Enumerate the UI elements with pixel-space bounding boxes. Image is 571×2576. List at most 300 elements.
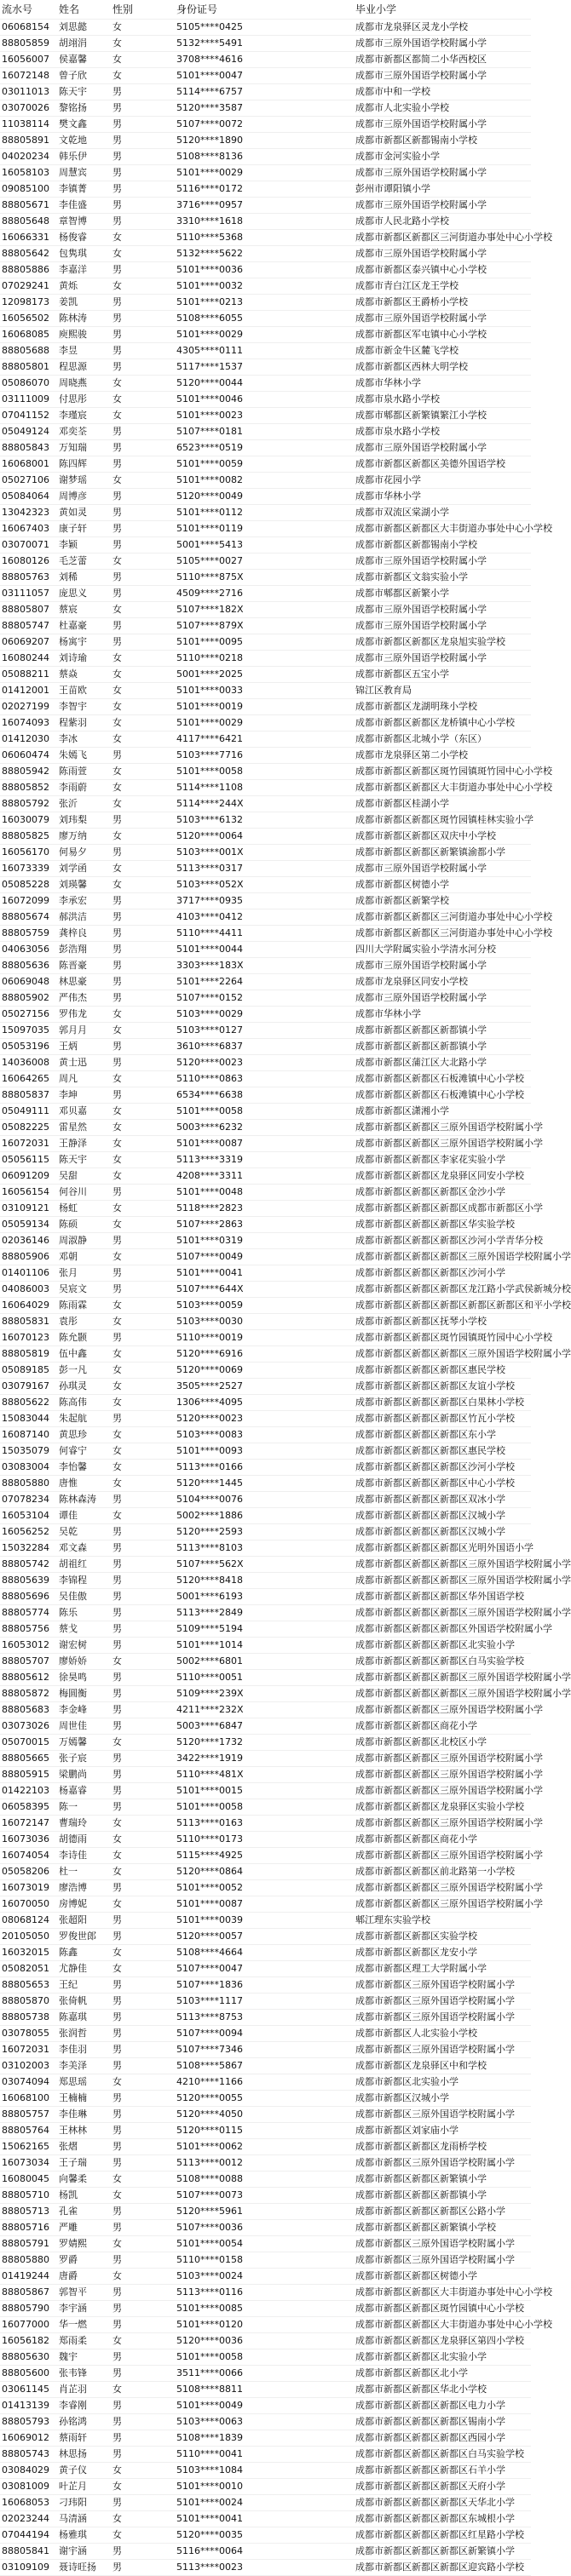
cell-school: 成都市新金牛区麓飞学校 — [354, 343, 531, 359]
table-row — [0, 1977, 531, 1994]
cell-serial: 16068053 — [0, 2495, 57, 2511]
cell-serial: 06069048 — [0, 974, 57, 990]
cell-gender: 女 — [111, 2074, 175, 2091]
table-row — [0, 1443, 531, 1460]
table-row — [0, 2252, 531, 2269]
cell-name: 李承宏 — [57, 893, 111, 909]
table-row — [0, 1460, 531, 1476]
cell-school: 成都市华林小学 — [354, 376, 531, 392]
cell-name: 侯嘉馨 — [57, 52, 111, 68]
cell-gender: 女 — [111, 376, 175, 392]
cell-serial: 16069012 — [0, 2430, 57, 2447]
cell-id-number: 5107****879X — [175, 618, 354, 634]
cell-school: 彭州市谭阳镇小学 — [354, 181, 531, 198]
cell-school: 成都市三原外国语学校附属小学 — [354, 990, 531, 1007]
cell-name: 李佳琳 — [57, 2107, 111, 2123]
table-row — [0, 2026, 531, 2042]
cell-name: 李佳羽 — [57, 2042, 111, 2058]
cell-serial: 88805612 — [0, 1670, 57, 1686]
cell-name: 龚梓良 — [57, 926, 111, 942]
table-row — [0, 1395, 531, 1411]
cell-gender: 女 — [111, 1961, 175, 1977]
cell-id-number: 5132****5491 — [175, 36, 354, 52]
cell-name: 周凡 — [57, 1071, 111, 1087]
cell-gender: 男 — [111, 1540, 175, 1557]
cell-serial: 88805774 — [0, 1605, 57, 1621]
table-row — [0, 473, 531, 489]
cell-serial: 88805636 — [0, 958, 57, 974]
table-row — [0, 1330, 531, 1346]
cell-name: 李瑾宸 — [57, 408, 111, 424]
cell-name: 雷星然 — [57, 1120, 111, 1136]
cell-gender: 男 — [111, 149, 175, 165]
cell-serial: 88805639 — [0, 1573, 57, 1589]
cell-school: 成都市新都区新都区大丰街道办事处中心小学校 — [354, 521, 531, 537]
table-row — [0, 36, 531, 52]
cell-id-number: 5103****0024 — [175, 2269, 354, 2285]
cell-gender: 男 — [111, 1638, 175, 1654]
cell-name: 陈天宇 — [57, 84, 111, 100]
cell-name: 严伟杰 — [57, 990, 111, 1007]
cell-school: 成都市新都区新都区新都区三原外国语学校附属小学 — [354, 1605, 531, 1621]
cell-gender: 女 — [111, 877, 175, 893]
cell-name: 李诗佳 — [57, 1848, 111, 1864]
table-row — [0, 246, 531, 262]
table-row — [0, 1363, 531, 1379]
cell-gender: 男 — [111, 1233, 175, 1249]
cell-name: 王静泽 — [57, 1136, 111, 1152]
cell-school: 成都市新都区新都区斑竹园镇斑竹园中心小学校 — [354, 764, 531, 780]
cell-id-number: 5101****0033 — [175, 683, 354, 699]
cell-serial: 01422103 — [0, 1783, 57, 1799]
cell-serial: 16056154 — [0, 1185, 57, 1201]
table-row — [0, 2479, 531, 2495]
cell-name: 黄子仪 — [57, 2463, 111, 2479]
table-row — [0, 100, 531, 117]
cell-serial: 88805942 — [0, 764, 57, 780]
cell-school: 成都市新都区都简二小华西校区 — [354, 52, 531, 68]
cell-gender: 男 — [111, 2414, 175, 2430]
table-row — [0, 667, 531, 683]
table-row — [0, 1670, 531, 1686]
cell-name: 梁鹏尚 — [57, 1767, 111, 1783]
cell-gender: 女 — [111, 2382, 175, 2398]
cell-school: 成都市新都区新都区三原外国语学校附属小学 — [354, 1816, 531, 1832]
cell-serial: 03102003 — [0, 2058, 57, 2074]
table-row — [0, 2398, 531, 2414]
cell-school: 成都市新都区新都区三河街道办事处中心小学校 — [354, 230, 531, 246]
cell-id-number: 5110****481X — [175, 1767, 354, 1783]
cell-school: 成都市新都区新都区新都区中心小学校 — [354, 1476, 531, 1492]
cell-serial: 01412001 — [0, 683, 57, 699]
cell-gender: 男 — [111, 1751, 175, 1767]
cell-gender: 女 — [111, 473, 175, 489]
cell-serial: 88805756 — [0, 1621, 57, 1638]
table-row — [0, 1524, 531, 1540]
cell-serial: 02023244 — [0, 2511, 57, 2527]
cell-name: 黄如灵 — [57, 505, 111, 521]
cell-id-number: 5115****4925 — [175, 1848, 354, 1864]
cell-id-number: 5120****6916 — [175, 1346, 354, 1363]
cell-gender: 男 — [111, 505, 175, 521]
cell-gender: 男 — [111, 1686, 175, 1702]
cell-school: 成都市新都区汉城小学 — [354, 2091, 531, 2107]
cell-id-number: 5120****0036 — [175, 2333, 354, 2349]
table-row — [0, 1492, 531, 1508]
cell-serial: 88805790 — [0, 2301, 57, 2317]
cell-name: 陈鑫 — [57, 1945, 111, 1961]
table-row — [0, 1298, 531, 1314]
cell-name: 谢宇涵 — [57, 2544, 111, 2560]
cell-id-number: 5101****0052 — [175, 1880, 354, 1896]
header-gender: 性别 — [111, 0, 175, 20]
cell-id-number: 5113****0317 — [175, 861, 354, 877]
cell-gender: 男 — [111, 198, 175, 214]
table-row — [0, 1621, 531, 1638]
cell-name: 李怡馨 — [57, 1460, 111, 1476]
cell-id-number: 5117****1537 — [175, 359, 354, 376]
table-row — [0, 877, 531, 893]
cell-school: 成都市新都区新都区龙泉旭实验学校 — [354, 634, 531, 651]
table-row — [0, 586, 531, 602]
table-row — [0, 1848, 531, 1864]
cell-school: 成都市新都区新都区新都区新都区新都区和平小学校 — [354, 1298, 531, 1314]
cell-school: 成都市新都区新都区新都镇小学 — [354, 2188, 531, 2204]
cell-school: 成都市新都区新都区新都区沙河小学校 — [354, 1460, 531, 1476]
table-row — [0, 1557, 531, 1573]
cell-gender: 女 — [111, 602, 175, 618]
cell-name: 周博彦 — [57, 489, 111, 505]
table-row — [0, 1249, 531, 1265]
cell-gender: 女 — [111, 1023, 175, 1039]
table-row — [0, 68, 531, 84]
cell-serial: 88805886 — [0, 262, 57, 278]
cell-id-number: 5110****0019 — [175, 1330, 354, 1346]
cell-gender: 男 — [111, 1039, 175, 1055]
cell-id-number: 5110****4411 — [175, 926, 354, 942]
cell-id-number: 5120****0057 — [175, 1929, 354, 1945]
cell-gender: 女 — [111, 68, 175, 84]
cell-name: 唐惟 — [57, 1476, 111, 1492]
cell-gender: 男 — [111, 1265, 175, 1282]
cell-id-number: 5101****0049 — [175, 2398, 354, 2414]
cell-school: 成都市新都区新都区新都区新繁镇小学 — [354, 2544, 531, 2560]
table-row — [0, 748, 531, 764]
cell-school: 成都市新都区新都区新都区白马实验学校 — [354, 2447, 531, 2463]
cell-name: 蔡宸 — [57, 602, 111, 618]
cell-gender: 男 — [111, 634, 175, 651]
cell-id-number: 5101****0023 — [175, 408, 354, 424]
cell-gender: 男 — [111, 2252, 175, 2269]
cell-serial: 88805600 — [0, 2366, 57, 2382]
cell-name: 邓贝嘉 — [57, 1104, 111, 1120]
cell-id-number: 5103****6132 — [175, 812, 354, 829]
cell-name: 魏宇 — [57, 2349, 111, 2366]
cell-name: 邓文森 — [57, 1540, 111, 1557]
cell-gender: 男 — [111, 214, 175, 230]
table-row — [0, 2074, 531, 2091]
table-row — [0, 1896, 531, 1913]
cell-id-number: 5101****0062 — [175, 2139, 354, 2155]
cell-id-number: 5110****0863 — [175, 1071, 354, 1087]
table-row — [0, 359, 531, 376]
cell-name: 李嘉洋 — [57, 262, 111, 278]
cell-id-number: 5113****8753 — [175, 2010, 354, 2026]
cell-name: 唐爵 — [57, 2269, 111, 2285]
cell-name: 刘玮梨 — [57, 812, 111, 829]
cell-id-number: 5002****1886 — [175, 1508, 354, 1524]
cell-serial: 03109109 — [0, 2560, 57, 2576]
cell-gender: 女 — [111, 36, 175, 52]
cell-school: 成都市新都区三原外国语学校附属小学 — [354, 2042, 531, 2058]
cell-serial: 88805837 — [0, 1087, 57, 1104]
table-row — [0, 1120, 531, 1136]
cell-school: 成都市新都区三原外国语学校附属小学 — [354, 1994, 531, 2010]
cell-school: 成都市新都区新都区新都区石羊小学 — [354, 2463, 531, 2479]
cell-school: 成都市新都区新都区新都区东城根小学 — [354, 2511, 531, 2527]
cell-id-number: 5101****0112 — [175, 505, 354, 521]
cell-gender: 女 — [111, 683, 175, 699]
cell-id-number: 5101****0044 — [175, 942, 354, 958]
cell-name: 李智宇 — [57, 699, 111, 715]
cell-serial: 05089185 — [0, 1363, 57, 1379]
table-row — [0, 1007, 531, 1023]
cell-id-number: 5107****0047 — [175, 1961, 354, 1977]
table-row — [0, 456, 531, 473]
cell-serial: 88805648 — [0, 214, 57, 230]
cell-name: 邓朝 — [57, 1249, 111, 1265]
cell-school: 成都市新都区新都区三原外国语学校附属小学 — [354, 1896, 531, 1913]
cell-name: 黄思珍 — [57, 1427, 111, 1443]
cell-id-number: 5110****0173 — [175, 1832, 354, 1848]
cell-id-number: 5120****0049 — [175, 489, 354, 505]
cell-school: 成都市新都区新都区石板滩镇中心小学校 — [354, 1087, 531, 1104]
cell-gender: 女 — [111, 1864, 175, 1880]
table-row — [0, 2269, 531, 2285]
cell-name: 杨虹 — [57, 1201, 111, 1217]
table-row — [0, 1152, 531, 1168]
cell-gender: 男 — [111, 2544, 175, 2560]
cell-school: 成都市新都区新都区三河街道办事处中心小学校 — [354, 926, 531, 942]
cell-name: 孙琪灵 — [57, 1379, 111, 1395]
cell-serial: 16056252 — [0, 1524, 57, 1540]
table-row — [0, 2155, 531, 2172]
table-row — [0, 2285, 531, 2301]
cell-gender: 女 — [111, 1201, 175, 1217]
cell-school: 成都市新都区新都区新都镇小学 — [354, 1023, 531, 1039]
table-row — [0, 683, 531, 699]
cell-id-number: 5120****3587 — [175, 100, 354, 117]
cell-serial: 05027156 — [0, 1007, 57, 1023]
cell-name: 杨寓宇 — [57, 634, 111, 651]
cell-school: 成都市新都区新都区新繁镇小学 — [354, 2172, 531, 2188]
cell-serial: 13042323 — [0, 505, 57, 521]
cell-serial: 03081009 — [0, 2479, 57, 2495]
cell-name: 陈硕 — [57, 1217, 111, 1233]
cell-id-number: 5108****4664 — [175, 1945, 354, 1961]
cell-gender: 男 — [111, 1087, 175, 1104]
cell-gender: 男 — [111, 1913, 175, 1929]
cell-school: 成都市新都区新都区美德外国语学校 — [354, 456, 531, 473]
cell-serial: 16070123 — [0, 1330, 57, 1346]
cell-id-number: 5101****0046 — [175, 392, 354, 408]
cell-id-number: 3422****1919 — [175, 1751, 354, 1767]
cell-serial: 07041152 — [0, 408, 57, 424]
cell-gender: 男 — [111, 2123, 175, 2139]
table-row — [0, 2544, 531, 2560]
cell-gender: 男 — [111, 974, 175, 990]
cell-id-number: 5120****0023 — [175, 1055, 354, 1071]
cell-school: 成都市新都区北实验小学 — [354, 2074, 531, 2091]
cell-name: 何易夕 — [57, 845, 111, 861]
cell-name: 陈四辉 — [57, 456, 111, 473]
cell-school: 成都市新都区王爵桥小学校 — [354, 295, 531, 311]
table-row — [0, 990, 531, 1007]
cell-gender: 男 — [111, 2317, 175, 2333]
cell-school: 成都市新都区新都区三原外国语学校附属小学 — [354, 1783, 531, 1799]
cell-id-number: 5107****0073 — [175, 2188, 354, 2204]
table-row — [0, 2123, 531, 2139]
cell-name: 杨俊睿 — [57, 230, 111, 246]
cell-serial: 88805710 — [0, 2188, 57, 2204]
cell-school: 成都市新都区新都区新都区惠民学校 — [354, 1443, 531, 1460]
cell-id-number: 5120****0115 — [175, 2123, 354, 2139]
cell-gender: 男 — [111, 2091, 175, 2107]
cell-id-number: 5001****5413 — [175, 537, 354, 554]
cell-name: 庞思义 — [57, 586, 111, 602]
cell-id-number: 5107****0152 — [175, 990, 354, 1007]
cell-serial: 05084064 — [0, 489, 57, 505]
cell-id-number: 5107****562X — [175, 1557, 354, 1573]
cell-gender: 男 — [111, 2042, 175, 2058]
cell-school: 成都市新都区新都区新都区三原外国语学校附属小学 — [354, 1557, 531, 1573]
cell-school: 成都市新都区新都区新都区电力小学 — [354, 2398, 531, 2414]
cell-school: 成都市新都区西林大明学校 — [354, 359, 531, 376]
table-row — [0, 1702, 531, 1718]
table-row — [0, 1945, 531, 1961]
cell-serial: 05086070 — [0, 376, 57, 392]
cell-school: 成都市三原外国语学校附属小学 — [354, 440, 531, 456]
cell-gender: 男 — [111, 1767, 175, 1783]
cell-school: 成都市新都区新都区新都区三原外国语学校附属小学 — [354, 1670, 531, 1686]
cell-gender: 男 — [111, 117, 175, 133]
cell-id-number: 5101****0082 — [175, 473, 354, 489]
cell-serial: 16072148 — [0, 68, 57, 84]
cell-serial: 09085100 — [0, 181, 57, 198]
cell-name: 蔡雨轩 — [57, 2430, 111, 2447]
table-row — [0, 812, 531, 829]
cell-school: 成都市新都区新都区新都区白马实验学校 — [354, 1654, 531, 1670]
cell-name: 徐昊鸣 — [57, 1670, 111, 1686]
table-row — [0, 1783, 531, 1799]
cell-school: 成都市新都区新都区新都区友谊小学校 — [354, 1379, 531, 1395]
cell-gender: 男 — [111, 165, 175, 181]
cell-name: 孔雀 — [57, 2204, 111, 2220]
cell-name: 王林林 — [57, 2123, 111, 2139]
cell-gender: 女 — [111, 1120, 175, 1136]
table-row — [0, 1880, 531, 1896]
cell-gender: 男 — [111, 1718, 175, 1735]
cell-school: 成都市新都区新都区三河街道办事处中心小学校 — [354, 909, 531, 926]
cell-serial: 01412030 — [0, 731, 57, 748]
cell-name: 邓奕荃 — [57, 424, 111, 440]
cell-gender: 男 — [111, 343, 175, 359]
cell-name: 王纪 — [57, 1977, 111, 1994]
cell-gender: 男 — [111, 359, 175, 376]
cell-id-number: 5107****644X — [175, 1282, 354, 1298]
cell-serial: 88805793 — [0, 2414, 57, 2430]
cell-school: 成都市新都区新都区新都区龙江路小学武侯新城分校 — [354, 1282, 531, 1298]
table-row — [0, 1654, 531, 1670]
cell-serial: 88805707 — [0, 1654, 57, 1670]
cell-serial: 07078234 — [0, 1492, 57, 1508]
cell-serial: 15097035 — [0, 1023, 57, 1039]
table-row — [0, 1767, 531, 1783]
cell-serial: 16072147 — [0, 1816, 57, 1832]
cell-serial: 15032284 — [0, 1540, 57, 1557]
cell-name: 房博妮 — [57, 1896, 111, 1913]
cell-serial: 88805696 — [0, 1589, 57, 1605]
cell-school: 成都市新都区新都区斑竹园镇斑竹园中心小学校 — [354, 1330, 531, 1346]
cell-id-number: 3310****1618 — [175, 214, 354, 230]
cell-gender: 男 — [111, 1589, 175, 1605]
cell-school: 成都市三原外国语学校附属小学 — [354, 651, 531, 667]
cell-serial: 05088211 — [0, 667, 57, 683]
cell-serial: 16053104 — [0, 1508, 57, 1524]
cell-serial: 20105050 — [0, 1929, 57, 1945]
cell-school: 成都市三原外国语学校附属小学 — [354, 618, 531, 634]
cell-school: 成都市新都区新都区龙泉驿区第四小学校 — [354, 2333, 531, 2349]
cell-school: 成都市新都区新都区新都区沙河小学 — [354, 1265, 531, 1282]
cell-serial: 88805906 — [0, 1249, 57, 1265]
table-row — [0, 521, 531, 537]
table-row — [0, 376, 531, 392]
table-row — [0, 2139, 531, 2155]
cell-gender: 男 — [111, 311, 175, 327]
cell-id-number: 5101****0058 — [175, 764, 354, 780]
cell-name: 谢宏树 — [57, 1638, 111, 1654]
cell-gender: 女 — [111, 1071, 175, 1087]
cell-name: 张超阳 — [57, 1913, 111, 1929]
table-row — [0, 1168, 531, 1185]
cell-serial: 16068085 — [0, 327, 57, 343]
cell-gender: 女 — [111, 1654, 175, 1670]
cell-name: 庾熙骏 — [57, 327, 111, 343]
cell-name: 周淑静 — [57, 1233, 111, 1249]
cell-serial: 05056115 — [0, 1152, 57, 1168]
cell-id-number: 5114****1108 — [175, 780, 354, 796]
cell-gender: 女 — [111, 651, 175, 667]
cell-id-number: 5002****6801 — [175, 1654, 354, 1670]
cell-serial: 16056502 — [0, 311, 57, 327]
cell-id-number: 5114****244X — [175, 796, 354, 812]
cell-name: 何谷川 — [57, 1185, 111, 1201]
cell-gender: 女 — [111, 2236, 175, 2252]
cell-id-number: 5101****2264 — [175, 974, 354, 990]
table-row — [0, 1427, 531, 1443]
cell-gender: 男 — [111, 1783, 175, 1799]
cell-gender: 男 — [111, 2349, 175, 2366]
cell-id-number: 6523****0519 — [175, 440, 354, 456]
cell-gender: 男 — [111, 1929, 175, 1945]
table-row — [0, 1686, 531, 1702]
cell-name: 林思扬 — [57, 2447, 111, 2463]
cell-serial: 88805713 — [0, 2204, 57, 2220]
cell-gender: 女 — [111, 408, 175, 424]
cell-id-number: 5101****0058 — [175, 2349, 354, 2366]
cell-serial: 16072099 — [0, 893, 57, 909]
cell-school: 成都市新都区新都区斑竹园镇中心小学校 — [354, 2301, 531, 2317]
